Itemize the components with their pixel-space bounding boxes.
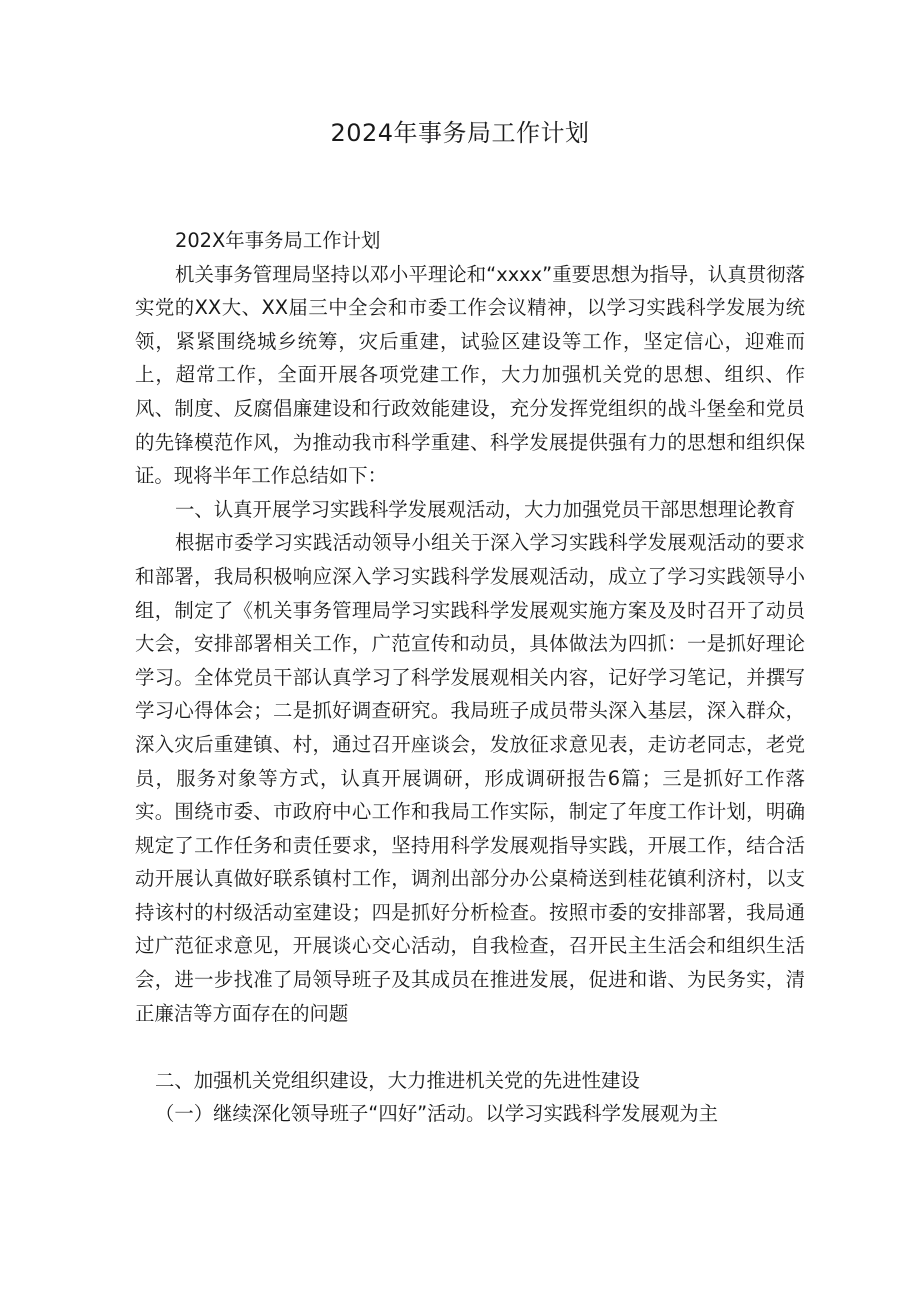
section-heading-1: 一、认真开展学习实践科学发展观活动，大力加强党员干部思想理论教育 bbox=[175, 497, 796, 521]
section-1-paragraph: 根据市委学习实践活动领导小组关于深入学习实践科学发展观活动的要求和部署，我局积极响应深入学习实践科学发展观活动，成立了学习实践领导小组，制定了《机关事务管理局学习实践科学发展观实施方案及及时召开了动员大会，安排部署相关工作，广范宣传和动员，具体做法为四抓：一是抓好理论学习。全体党员干部认真学习了科学发展观相关内容，记好学习笔记，并撰写学习心得体会；二是抓好调查研究。我局班子成员带头深入基层，深入群众，深入灾后重建镇、村，通过召开座谈会，发放征求意见表，走访老同志，老党员，服务对象等方式，认真开展调研，形成调研报告6篇；三是抓好工作落实。围绕市委、市政府中心工作和我局工作实际，制定了年度工作计划，明确规定了工作任务和责任要求，坚持用科学发展观指导实践，开展工作，结合活动开展认真做好联系镇村工作，调剂出部分办公桌椅送到桂花镇利济村，以支持该村的村级活动室建设；四是抓好分析检查。按照市委的安排部署，我局通过广范征求意见，开展谈心交心活动，自我检查，召开民主生活会和组织生活会，进一步找准了局领导班子及其成员在推进发展，促进和谐、为民务实，清正廉洁等方面存在的问题 bbox=[135, 531, 805, 1025]
section-heading-2: 二、加强机关党组织建设，大力推进机关党的先进性建设 bbox=[155, 1068, 640, 1092]
document-title: 2024年事务局工作计划 bbox=[330, 119, 590, 147]
subtitle-paragraph: 202X年事务局工作计划 bbox=[175, 229, 381, 252]
document-body bbox=[135, 224, 805, 1131]
intro-paragraph: 机关事务管理局坚持以邓小平理论和“xxxx”重要思想为指导，认真贯彻落实党的XX大、XX届三中全会和市委工作会议精神，以学习实践科学发展为统领，紧紧围绕城乡统筹，灾后重建，试验区建设等工作，坚定信心，迎难而上，超常工作，全面开展各项党建工作，大力加强机关党的思想、组织、作风、制度、反腐倡廉建设和行政效能建设，充分发挥党组织的战斗堡垒和党员的先锋模范作风，为推动我市科学重建、科学发展提供强有力的思想和组织保证。现将半年工作总结如下： bbox=[135, 262, 805, 488]
subsection-paragraph: （一）继续深化领导班子“四好”活动。以学习实践科学发展观为主 bbox=[155, 1102, 719, 1126]
